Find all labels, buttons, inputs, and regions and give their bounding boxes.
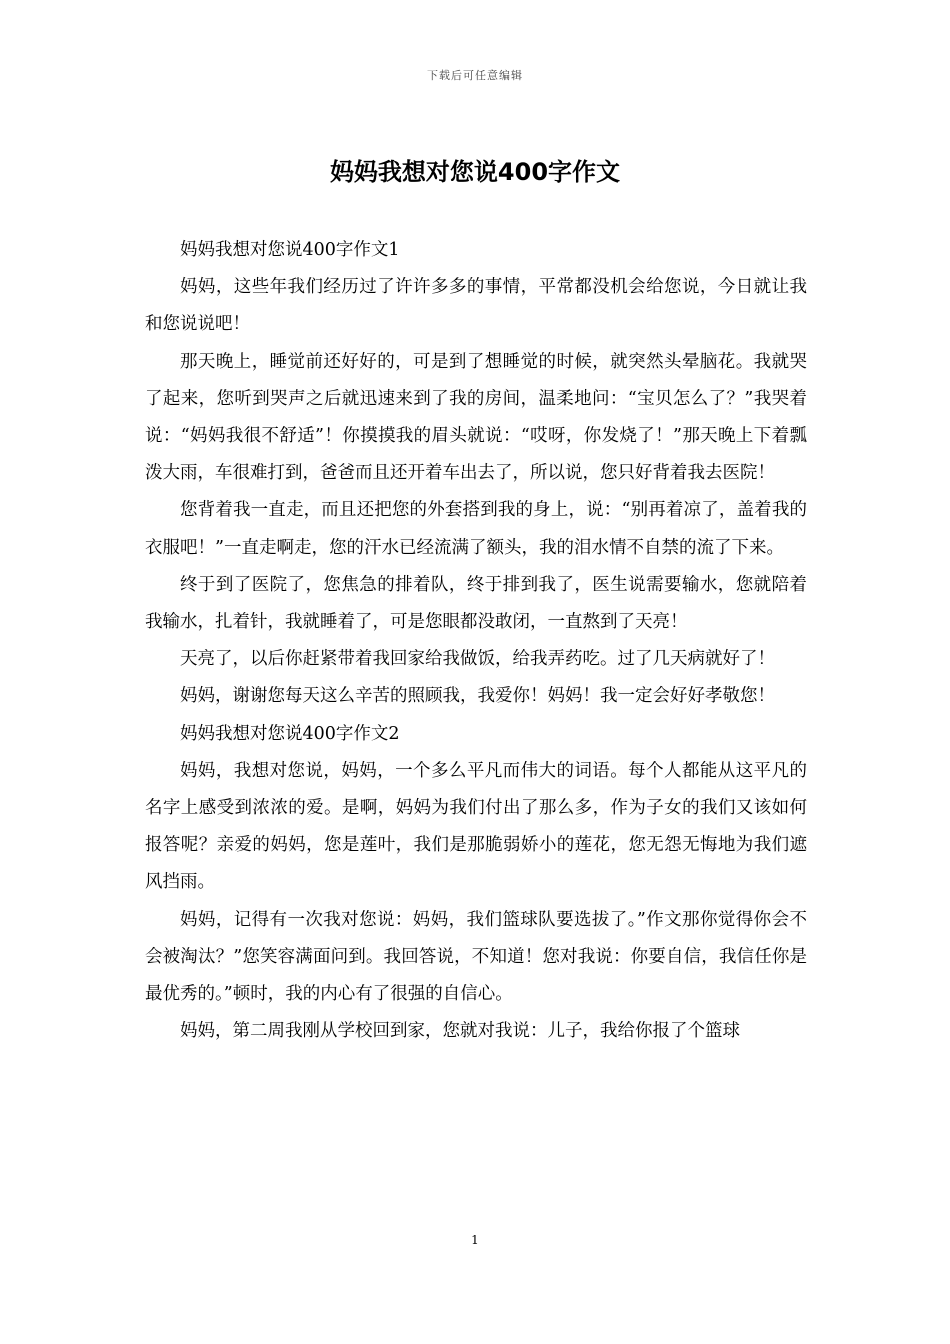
paragraph: 妈妈，这些年我们经历过了许许多多的事情，平常都没机会给您说，今日就让我和您说说吧！ [145,277,807,335]
paragraph: 妈妈，谢谢您每天这么辛苦的照顾我，我爱你！妈妈！我一定会好好孝敬您！ [180,686,775,707]
page-header: 下载后可任意编辑 [427,69,523,82]
paragraph: 天亮了，以后你赶紧带着我回家给我做饭，给我弄药吃。过了几天病就好了！ [180,649,775,670]
essay-1-heading: 妈妈我想对您说400字作文1 [180,240,400,260]
paragraph: 您背着我一直走，而且还把您的外套搭到我的身上，说：“别再着凉了，盖着我的衣服吧！”一直走啊走，您的汗水已经流满了额头，我的泪水情不自禁的流了下来。 [145,500,807,558]
page-number: 1 [471,1233,479,1247]
paragraph: 妈妈，记得有一次我对您说：妈妈，我们篮球队要选拔了。”作文那你觉得你会不会被淘汰？”您笑容满面问到。我回答说，不知道！您对我说：你要自信，我信任你是最优秀的。”顿时，我的内心有了很强的自信心。 [145,909,807,1005]
document-body [145,232,807,1050]
document-title: 妈妈我想对您说400字作文 [329,158,621,186]
essay-2-heading: 妈妈我想对您说400字作文2 [180,723,400,744]
paragraph: 那天晚上，睡觉前还好好的，可是到了想睡觉的时候，就突然头晕脑花。我就哭了起来，您听到哭声之后就迅速来到了我的房间，温柔地问：“宝贝怎么了？”我哭着说：“妈妈我很不舒适”！你摸摸我的眉头就说：“哎呀，你发烧了！”那天晚上下着瓢泼大雨，车很难打到，爸爸而且还开着车出去了，所以说，您只好背着我去医院！ [145,351,807,484]
paragraph: 妈妈，我想对您说，妈妈，一个多么平凡而伟大的词语。每个人都能从这平凡的名字上感受到浓浓的爱。是啊，妈妈为我们付出了那么多，作为子女的我们又该如何报答呢？亲爱的妈妈，您是莲叶，我们是那脆弱娇小的莲花，您无怨无悔地为我们遮风挡雨。 [145,760,807,893]
paragraph: 妈妈，第二周我刚从学校回到家，您就对我说：儿子，我给你报了个篮球 [180,1021,740,1042]
paragraph: 终于到了医院了，您焦急的排着队，终于排到我了，医生说需要输水，您就陪着我输水，扎着针，我就睡着了，可是您眼都没敢闭，一直熬到了天亮！ [145,574,807,633]
